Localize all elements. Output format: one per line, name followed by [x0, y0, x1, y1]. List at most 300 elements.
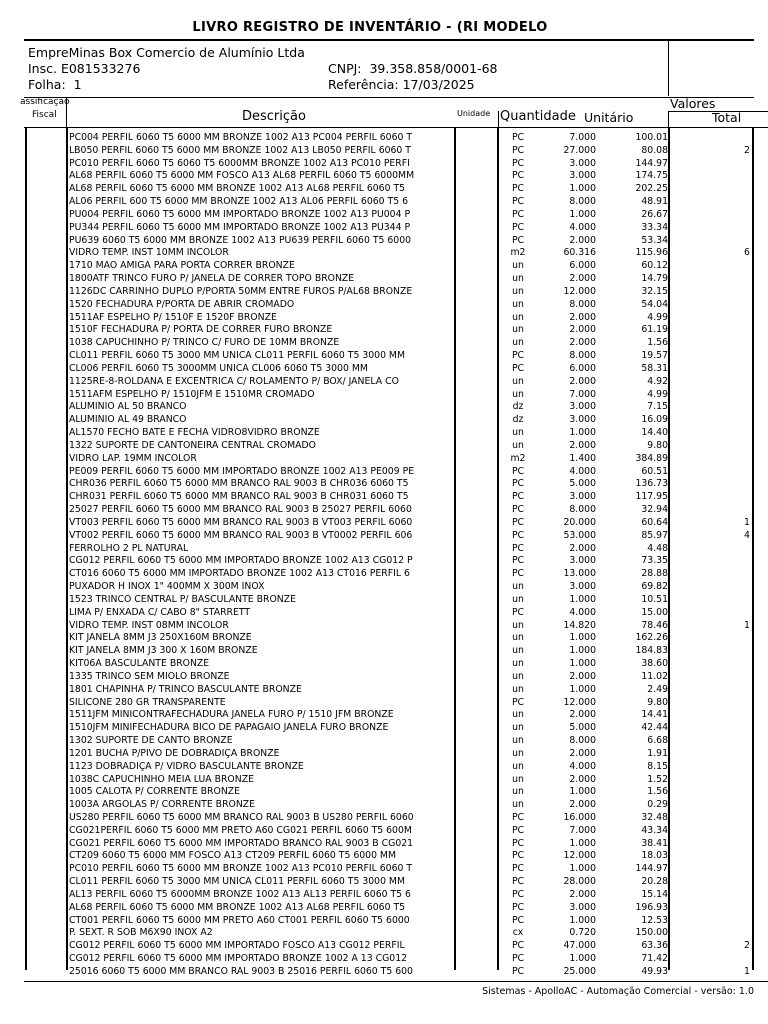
item-unit-value: 136.73 — [635, 478, 668, 490]
item-quantity: 28.000 — [563, 876, 596, 888]
item-quantity: 8.000 — [569, 504, 596, 516]
item-unit-value: 4.99 — [647, 311, 668, 323]
item-unit: PC — [511, 914, 525, 926]
table-row — [0, 697, 768, 710]
item-description: 1520 FECHADURA P/PORTA DE ABRIR CROMADO — [69, 298, 295, 310]
item-unit: PC — [511, 901, 525, 913]
folha-line — [28, 77, 82, 92]
item-unit-value: 11.02 — [641, 670, 668, 682]
item-unit: PC — [511, 170, 525, 182]
table-row — [0, 735, 768, 748]
table-row — [0, 466, 768, 479]
item-total: 1 — [744, 619, 750, 631]
cnpj-value: 39.358.858/0001-68 — [369, 61, 498, 76]
item-unit-value: 49.93 — [641, 965, 668, 977]
table-row — [0, 555, 768, 568]
item-quantity: 12.000 — [563, 850, 596, 862]
table-row — [0, 222, 768, 235]
item-description: AL68 PERFIL 6060 T5 6000 MM BRONZE 1002 A13 AL68 PERFIL 6060 T5 — [69, 901, 406, 913]
item-unit: PC — [511, 504, 525, 516]
item-unit: PC — [511, 144, 525, 156]
col-unidade: Unidade — [457, 109, 491, 118]
table-row — [0, 324, 768, 337]
table-row — [0, 581, 768, 594]
item-unit-value: 60.64 — [641, 516, 668, 528]
item-description: 1003A ARGOLAS P/ CORRENTE BRONZE — [69, 799, 256, 811]
item-unit-value: 32.94 — [641, 504, 668, 516]
item-quantity: 2.000 — [569, 337, 596, 349]
table-row — [0, 389, 768, 402]
item-description: 1801 CHAPINHA P/ TRINCO BASCULANTE BRONZE — [69, 683, 302, 695]
item-unit: m2 — [510, 247, 526, 259]
table-row — [0, 530, 768, 543]
item-total: 2 — [744, 144, 750, 156]
item-quantity: 2.000 — [569, 375, 596, 387]
item-description: CHR036 PERFIL 6060 T5 6000 MM BRANCO RAL 9003 B CHR036 6060 T5 — [69, 478, 409, 490]
table-row — [0, 607, 768, 620]
table-row — [0, 286, 768, 299]
item-description: 1511AFM ESPELHO P/ 1510JFM E 1510MR CROMADO — [69, 388, 315, 400]
item-description: VIDRO LAP. 19MM INCOLOR — [69, 452, 197, 464]
table-row — [0, 427, 768, 440]
insc-value: 081533276 — [68, 61, 141, 76]
item-description: 1511AF ESPELHO P/ 1510F E 1520F BRONZE — [69, 311, 277, 323]
table-row — [0, 953, 768, 966]
item-quantity: 2.000 — [569, 324, 596, 336]
item-unit-value: 16.09 — [641, 414, 668, 426]
item-quantity: 2.000 — [569, 888, 596, 900]
item-unit: un — [512, 388, 524, 400]
item-quantity: 1.000 — [569, 183, 596, 195]
item-unit-value: 150.00 — [635, 927, 668, 939]
item-quantity: 25.000 — [563, 965, 596, 977]
col-fiscal: Fiscal — [32, 110, 57, 120]
item-unit-value: 15.14 — [641, 888, 668, 900]
item-unit: un — [512, 683, 524, 695]
item-description: AL68 PERFIL 6060 T5 6000 MM BRONZE 1002 A13 AL68 PERFIL 6060 T5 — [69, 183, 406, 195]
col-total: Total — [712, 110, 742, 125]
item-quantity: 1.000 — [569, 786, 596, 798]
item-unit-value: 2.49 — [647, 683, 668, 695]
item-description: PC010 PERFIL 6060 T5 6060 T5 6000MM BRONZE 1002 A13 PC010 PERFI — [69, 157, 410, 169]
cnpj-label: CNPJ: — [328, 61, 362, 76]
item-unit-value: 53.34 — [641, 234, 668, 246]
item-quantity: 27.000 — [563, 144, 596, 156]
item-unit-value: 202.25 — [635, 183, 668, 195]
item-quantity: 2.000 — [569, 773, 596, 785]
table-row — [0, 478, 768, 491]
table-row — [0, 312, 768, 325]
item-quantity: 14.820 — [563, 619, 596, 631]
insc-line — [28, 61, 140, 76]
item-unit: m2 — [510, 452, 526, 464]
item-unit-value: 38.41 — [641, 837, 668, 849]
item-description: 1511JFM MINICONTRAFECHADURA JANELA FURO P/ 1510 JFM BRONZE — [69, 709, 394, 721]
item-description: PU639 6060 T5 6000 MM BRONZE 1002 A13 PU639 PERFIL 6060 T5 6000 — [69, 234, 412, 246]
item-unit: PC — [511, 516, 525, 528]
item-unit: PC — [511, 824, 525, 836]
table-row — [0, 825, 768, 838]
item-description: 1125RE-8-ROLDANA E EXCENTRICA C/ ROLAMENTO P/ BOX/ JANELA CO — [69, 375, 399, 387]
item-unit: un — [512, 324, 524, 336]
item-unit-value: 15.00 — [641, 606, 668, 618]
item-total: 1 — [744, 965, 750, 977]
table-row — [0, 491, 768, 504]
item-quantity: 2.000 — [569, 799, 596, 811]
item-description: PC004 PERFIL 6060 T5 6000 MM BRONZE 1002 A13 PC004 PERFIL 6060 T — [69, 132, 413, 143]
item-description: CG021PERFIL 6060 T5 6000 MM PRETO A60 CG021 PERFIL 6060 T5 600M — [69, 824, 412, 836]
item-quantity: 2.000 — [569, 234, 596, 246]
item-unit: un — [512, 298, 524, 310]
item-description: 1126DC CARRINHO DUPLO P/PORTA 50MM ENTRE FUROS P/AL68 BRONZE — [69, 285, 413, 297]
item-unit-value: 117.95 — [635, 491, 668, 503]
item-quantity: 2.000 — [569, 709, 596, 721]
table-row — [0, 645, 768, 658]
item-quantity: 20.000 — [563, 516, 596, 528]
item-unit-value: 38.60 — [641, 658, 668, 670]
valores-separator — [668, 111, 768, 112]
item-total: 6 — [744, 247, 750, 259]
item-unit-value: 10.51 — [641, 593, 668, 605]
item-unit: PC — [511, 196, 525, 208]
item-description: PU344 PERFIL 6060 T5 6000 MM IMPORTADO BRONZE 1002 A13 PU344 P — [69, 221, 411, 233]
item-unit-value: 162.26 — [635, 632, 668, 644]
table-row — [0, 786, 768, 799]
item-quantity: 1.000 — [569, 208, 596, 220]
item-unit: un — [512, 427, 524, 439]
item-description: CG012 PERFIL 6060 T5 6000 MM IMPORTADO BRONZE 1002 A 13 CG012 — [69, 953, 408, 965]
item-unit-value: 58.31 — [641, 362, 668, 374]
item-description: CHR031 PERFIL 6060 T5 6000 MM BRANCO RAL 9003 B CHR031 6060 T5 — [69, 491, 409, 503]
item-description: CL006 PERFIL 6060 T5 3000MM UNICA CL006 6060 T5 3000 MM — [69, 362, 368, 374]
item-description: 1800ATF TRINCO FURO P/ JANELA DE CORRER TOPO BRONZE — [69, 273, 355, 285]
table-bottom-line — [24, 981, 768, 982]
table-row — [0, 196, 768, 209]
item-unit-value: 7.15 — [647, 401, 668, 413]
item-unit: PC — [511, 183, 525, 195]
item-unit-value: 85.97 — [641, 529, 668, 541]
item-quantity: 8.000 — [569, 196, 596, 208]
item-unit-value: 26.67 — [641, 208, 668, 220]
item-quantity: 3.000 — [569, 901, 596, 913]
table-row — [0, 876, 768, 889]
item-unit: un — [512, 285, 524, 297]
item-quantity: 1.000 — [569, 658, 596, 670]
item-description: 1038C CAPUCHINHO MEIA LUA BRONZE — [69, 773, 254, 785]
cnpj-line — [328, 61, 497, 76]
item-unit: PC — [511, 234, 525, 246]
item-unit-value: 4.99 — [647, 388, 668, 400]
item-unit: PC — [511, 811, 525, 823]
item-unit-value: 28.88 — [641, 568, 668, 580]
item-quantity: 1.400 — [569, 452, 596, 464]
item-quantity: 3.000 — [569, 491, 596, 503]
table-row — [0, 748, 768, 761]
item-unit-value: 14.79 — [641, 273, 668, 285]
item-unit-value: 8.15 — [647, 760, 668, 772]
item-description: AL68 PERFIL 6060 T5 6000 MM FOSCO A13 AL68 PERFIL 6060 T5 6000MM — [69, 170, 415, 182]
item-unit-value: 100.01 — [635, 132, 668, 143]
table-row — [0, 183, 768, 196]
item-description: VT002 PERFIL 6060 T5 6000 MM BRANCO RAL 9003 B VT0002 PERFIL 606 — [69, 529, 413, 541]
item-description: US280 PERFIL 6060 T5 6000 MM BRANCO RAL 9003 B US280 PERFIL 6060 — [69, 811, 414, 823]
item-description: KIT06A BASCULANTE BRONZE — [69, 658, 210, 670]
item-unit-value: 69.82 — [641, 581, 668, 593]
item-quantity: 0.720 — [569, 927, 596, 939]
item-unit-value: 71.42 — [641, 953, 668, 965]
item-unit: PC — [511, 863, 525, 875]
item-unit: un — [512, 709, 524, 721]
item-unit-value: 184.83 — [635, 645, 668, 657]
item-quantity: 1.000 — [569, 427, 596, 439]
table-row — [0, 838, 768, 851]
item-quantity: 4.000 — [569, 606, 596, 618]
item-total: 4 — [744, 529, 750, 541]
item-unit: un — [512, 439, 524, 451]
item-quantity: 12.000 — [563, 285, 596, 297]
table-row — [0, 761, 768, 774]
table-row — [0, 170, 768, 183]
item-quantity: 3.000 — [569, 170, 596, 182]
item-quantity: 1.000 — [569, 593, 596, 605]
item-description: PU004 PERFIL 6060 T5 6000 MM IMPORTADO BRONZE 1002 A13 PU004 P — [69, 208, 411, 220]
item-quantity: 3.000 — [569, 414, 596, 426]
item-unit-value: 43.34 — [641, 824, 668, 836]
item-unit-value: 78.46 — [641, 619, 668, 631]
item-quantity: 3.000 — [569, 555, 596, 567]
item-unit: PC — [511, 888, 525, 900]
item-unit: un — [512, 773, 524, 785]
item-quantity: 3.000 — [569, 401, 596, 413]
item-quantity: 7.000 — [569, 388, 596, 400]
item-quantity: 8.000 — [569, 735, 596, 746]
item-unit-value: 12.53 — [641, 914, 668, 926]
item-quantity: 2.000 — [569, 439, 596, 451]
folha-label: Folha: — [28, 77, 66, 92]
item-unit-value: 1.91 — [647, 747, 668, 759]
item-quantity: 12.000 — [563, 696, 596, 708]
table-row — [0, 658, 768, 671]
item-quantity: 3.000 — [569, 157, 596, 169]
item-unit-value: 63.36 — [641, 940, 668, 952]
table-row — [0, 940, 768, 953]
table-row — [0, 915, 768, 928]
table-row — [0, 774, 768, 787]
item-unit: un — [512, 375, 524, 387]
item-unit-value: 6.68 — [647, 735, 668, 746]
item-unit: PC — [511, 606, 525, 618]
item-unit-value: 42.44 — [641, 722, 668, 734]
item-unit: PC — [511, 696, 525, 708]
item-unit: un — [512, 260, 524, 272]
table-row — [0, 517, 768, 530]
item-description: 1710 MAO AMIGA PARA PORTA CORRER BRONZE — [69, 260, 295, 272]
table-row — [0, 350, 768, 363]
item-unit: un — [512, 760, 524, 772]
document-title: LIVRO REGISTRO DE INVENTÁRIO - (RI MODELO — [192, 20, 548, 35]
empresa-name: Minas Box Comercio de Alumínio Ltda — [68, 45, 305, 60]
item-unit: PC — [511, 157, 525, 169]
col-classificacao: assificação — [20, 97, 70, 107]
table-row — [0, 671, 768, 684]
table-row — [0, 363, 768, 376]
head-divider-qty — [498, 111, 499, 128]
item-unit-value: 115.96 — [635, 247, 668, 259]
item-description: LB050 PERFIL 6060 T5 6000 MM BRONZE 1002 A13 LB050 PERFIL 6060 T — [69, 144, 411, 156]
table-row — [0, 966, 768, 979]
item-unit: un — [512, 593, 524, 605]
item-unit-value: 33.34 — [641, 221, 668, 233]
table-row — [0, 299, 768, 312]
item-unit: PC — [511, 208, 525, 220]
item-description: CL011 PERFIL 6060 T5 3000 MM UNICA CL011 PERFIL 6060 T5 3000 MM — [69, 876, 405, 888]
item-unit: PC — [511, 555, 525, 567]
item-unit-value: 80.08 — [641, 144, 668, 156]
table-row — [0, 158, 768, 171]
item-quantity: 60.316 — [563, 247, 596, 259]
item-description: AL06 PERFIL 600 T5 6000 MM BRONZE 1002 A13 AL06 PERFIL 6060 T5 6 — [69, 196, 408, 208]
table-row — [0, 209, 768, 222]
table-row — [0, 594, 768, 607]
item-description: 1302 SUPORTE DE CANTO BRONZE — [69, 735, 233, 746]
item-quantity: 3.000 — [569, 581, 596, 593]
table-row — [0, 453, 768, 466]
table-row — [0, 722, 768, 735]
item-unit: PC — [511, 465, 525, 477]
item-description: 1322 SUPORTE DE CANTONEIRA CENTRAL CROMADO — [69, 439, 316, 451]
item-quantity: 6.000 — [569, 362, 596, 374]
item-description: LIMA P/ ENXADA C/ CABO 8" STARRETT — [69, 606, 251, 618]
table-row — [0, 927, 768, 940]
item-unit: un — [512, 658, 524, 670]
item-quantity: 1.000 — [569, 632, 596, 644]
item-unit-value: 196.93 — [635, 901, 668, 913]
insc-label: Insc. E — [28, 61, 69, 76]
table-row — [0, 850, 768, 863]
table-row — [0, 247, 768, 260]
item-unit: un — [512, 722, 524, 734]
item-description: PC010 PERFIL 6060 T5 6000 MM BRONZE 1002 A13 PC010 PERFIL 6060 T — [69, 863, 413, 875]
table-row — [0, 632, 768, 645]
item-unit: PC — [511, 362, 525, 374]
item-unit: un — [512, 581, 524, 593]
item-unit-value: 384.89 — [635, 452, 668, 464]
item-total: 2 — [744, 940, 750, 952]
header-divider — [668, 39, 669, 96]
item-unit: PC — [511, 132, 525, 143]
item-unit-value: 60.51 — [641, 465, 668, 477]
col-descricao: Descrição — [242, 109, 306, 124]
table-row — [0, 799, 768, 812]
table-row — [0, 440, 768, 453]
item-description: 25027 PERFIL 6060 T5 6000 MM BRANCO RAL 9003 B 25027 PERFIL 6060 — [69, 504, 412, 516]
item-description: PUXADOR H INOX 1" 400MM X 300M INOX — [69, 581, 265, 593]
item-quantity: 2.000 — [569, 747, 596, 759]
referencia-label: Referência: — [328, 77, 399, 92]
table-row — [0, 620, 768, 633]
item-unit: PC — [511, 529, 525, 541]
item-unit-value: 9.80 — [647, 439, 668, 451]
item-unit: un — [512, 337, 524, 349]
item-unit-value: 20.28 — [641, 876, 668, 888]
item-unit-value: 32.48 — [641, 811, 668, 823]
item-unit-value: 32.15 — [641, 285, 668, 297]
item-description: 1201 BUCHA P/PIVO DE DOBRADIÇA BRONZE — [69, 747, 280, 759]
item-description: ALUMINIO AL 49 BRANCO — [69, 414, 187, 426]
item-unit-value: 9.80 — [647, 696, 668, 708]
item-description: VT003 PERFIL 6060 T5 6000 MM BRANCO RAL 9003 B VT003 PERFIL 6060 — [69, 516, 413, 528]
item-quantity: 1.000 — [569, 837, 596, 849]
item-description: CT016 6060 T5 6000 MM IMPORTADO BRONZE 1002 A13 CT016 PERFIL 6 — [69, 568, 410, 580]
item-unit-value: 1.56 — [647, 337, 668, 349]
item-description: P. SEXT. R SOB M6X90 INOX A2 — [69, 927, 213, 939]
item-description: CG021 PERFIL 6060 T5 6000 MM IMPORTADO BRANCO RAL 9003 B CG021 — [69, 837, 414, 849]
table-row — [0, 401, 768, 414]
col-quantidade: Quantidade — [500, 109, 576, 124]
item-description: 1510F FECHADURA P/ PORTA DE CORRER FURO BRONZE — [69, 324, 333, 336]
item-description: CL011 PERFIL 6060 T5 3000 MM UNICA CL011 PERFIL 6060 T5 3000 MM — [69, 350, 405, 362]
item-unit: dz — [512, 414, 524, 426]
table-row — [0, 337, 768, 350]
item-unit: PC — [511, 940, 525, 952]
empresa-label: Empre — [28, 45, 69, 60]
item-quantity: 1.000 — [569, 683, 596, 695]
item-quantity: 16.000 — [563, 811, 596, 823]
table-row — [0, 812, 768, 825]
item-unit: un — [512, 799, 524, 811]
table-row — [0, 273, 768, 286]
item-quantity: 1.000 — [569, 863, 596, 875]
table-row — [0, 709, 768, 722]
item-description: AL13 PERFIL 6060 T5 6000MM BRONZE 1002 A13 AL13 PERFIL 6060 T5 6 — [69, 888, 411, 900]
item-description: 1510JFM MINIFECHADURA BICO DE PAPAGAIO JANELA FURO BRONZE — [69, 722, 389, 734]
item-unit: un — [512, 670, 524, 682]
item-unit-value: 18.03 — [641, 850, 668, 862]
item-unit-value: 73.35 — [641, 555, 668, 567]
column-header-bottom — [24, 127, 768, 128]
head-divider-total — [668, 111, 669, 128]
item-unit: un — [512, 311, 524, 323]
table-row — [0, 260, 768, 273]
item-unit: PC — [511, 478, 525, 490]
item-description: VIDRO TEMP. INST 10MM INCOLOR — [69, 247, 229, 259]
item-quantity: 8.000 — [569, 298, 596, 310]
table-row — [0, 543, 768, 556]
item-unit-value: 19.57 — [641, 350, 668, 362]
item-unit-value: 144.97 — [635, 863, 668, 875]
item-description: 1005 CALOTA P/ CORRENTE BRONZE — [69, 786, 241, 798]
item-quantity: 1.000 — [569, 953, 596, 965]
item-quantity: 4.000 — [569, 465, 596, 477]
item-quantity: 13.000 — [563, 568, 596, 580]
item-quantity: 5.000 — [569, 478, 596, 490]
item-description: CG012 PERFIL 6060 T5 6000 MM IMPORTADO BRONZE 1002 A13 CG012 P — [69, 555, 413, 567]
item-description: AL1570 FECHO BATE E FECHA VIDRO8VIDRO BRONZE — [69, 427, 320, 439]
head-divider-desc — [66, 97, 67, 128]
item-quantity: 5.000 — [569, 722, 596, 734]
table-row — [0, 145, 768, 158]
footer-text: Sistemas - ApolloAC - Automação Comercial - versão: 1.0 — [482, 986, 754, 997]
table-row — [0, 504, 768, 517]
item-description: VIDRO TEMP. INST 08MM INCOLOR — [69, 619, 229, 631]
item-unit-value: 61.19 — [641, 324, 668, 336]
item-quantity: 4.000 — [569, 760, 596, 772]
item-unit-value: 60.12 — [641, 260, 668, 272]
table-row — [0, 684, 768, 697]
item-description: PE009 PERFIL 6060 T5 6000 MM IMPORTADO BRONZE 1002 A13 PE009 PE — [69, 465, 415, 477]
item-quantity: 7.000 — [569, 824, 596, 836]
item-description: 1123 DOBRADIÇA P/ VIDRO BASCULANTE BRONZE — [69, 760, 304, 772]
